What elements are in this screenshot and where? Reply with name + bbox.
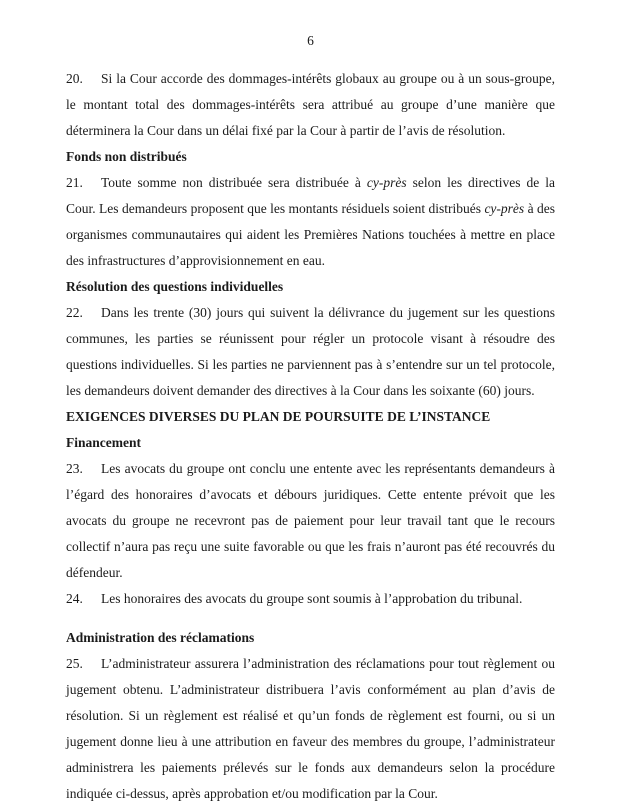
paragraph-24-number: 24.: [66, 591, 83, 606]
paragraph-22-text: Dans les trente (30) jours qui suivent la délivrance du jugement sur les questions communes, les parties se réunissent pour régler un protocole visant à résoudre des questions individuelles. Si les parties ne parviennent pas à s’entendre sur un tel protocole, les demandeurs doivent demander des directives à la Cour dans les soixante (60) jours.: [66, 305, 555, 398]
paragraph-25: [66, 651, 555, 807]
paragraph-21-cy-pres-2: cy-près: [484, 201, 525, 216]
heading-financement: Financement: [66, 435, 141, 450]
paragraph-23-text: Les avocats du groupe ont conclu une entente avec les représentants demandeurs à l’égard des honoraires d’avocats et débours juridiques. Cette entente prévoit que les avocats du groupe ne recevront pas de paiement pour leur travail tant que le recours collectif n’aura pas reçu une suite favorable ou que les frais n’auront pas été recouvrés du défendeur.: [66, 461, 555, 580]
paragraph-21-text-part3: à des organismes communautaires qui aident les Premières Nations touchées à mettre en place des infrastructures d’approvisionnement en eau.: [66, 201, 555, 268]
paragraph-21-text-part2: selon les directives de la Cour. Les demandeurs proposent que les montants résiduels soient distribués: [66, 175, 555, 216]
paragraph-25-text: L’administrateur assurera l’administration des réclamations pour tout règlement ou jugement obtenu. L’administrateur distribuera l’avis conformément au plan d’avis de résolution. Si un règlement est réalisé et qu’un fonds de règlement est fourni, ou si un jugement donne lieu à une attribution en faveur des membres du groupe, l’administrateur administrera les paiements prélevés sur le fonds aux demandeurs selon la procédure indiquée ci-dessus, après approbation et/ou modification par la Cour.: [66, 656, 555, 801]
heading-administration-reclamations: Administration des réclamations: [66, 630, 255, 645]
paragraph-25-number: 25.: [66, 656, 83, 671]
page-number: 6: [307, 33, 314, 48]
paragraph-22: [66, 300, 555, 404]
paragraph-21-number: 21.: [66, 175, 83, 190]
paragraph-20: [66, 66, 555, 144]
paragraph-21-text-part1: Toute somme non distribuée sera distribuée à: [101, 175, 367, 190]
heading-resolution-questions-individuelles: Résolution des questions individuelles: [66, 279, 284, 294]
paragraph-24: [66, 586, 555, 612]
paragraph-22-number: 22.: [66, 305, 83, 320]
paragraph-20-text: Si la Cour accorde des dommages-intérêts globaux au groupe ou à un sous-groupe, le montant total des dommages-intérêts sera attribué au groupe d’une manière que déterminera la Cour dans un délai fixé par la Cour à partir de l’avis de résolution.: [66, 71, 555, 138]
paragraph-21: [66, 170, 555, 274]
paragraph-21-cy-pres-1: cy-près: [366, 175, 407, 190]
heading-fonds-non-distribues: Fonds non distribués: [66, 149, 187, 164]
paragraph-24-text: Les honoraires des avocats du groupe sont soumis à l’approbation du tribunal.: [101, 591, 523, 606]
paragraph-20-number: 20.: [66, 71, 83, 86]
paragraph-23: [66, 456, 555, 586]
paragraph-23-number: 23.: [66, 461, 83, 476]
heading-exigences-diverses: EXIGENCES DIVERSES DU PLAN DE POURSUITE DE L’INSTANCE: [66, 409, 491, 424]
